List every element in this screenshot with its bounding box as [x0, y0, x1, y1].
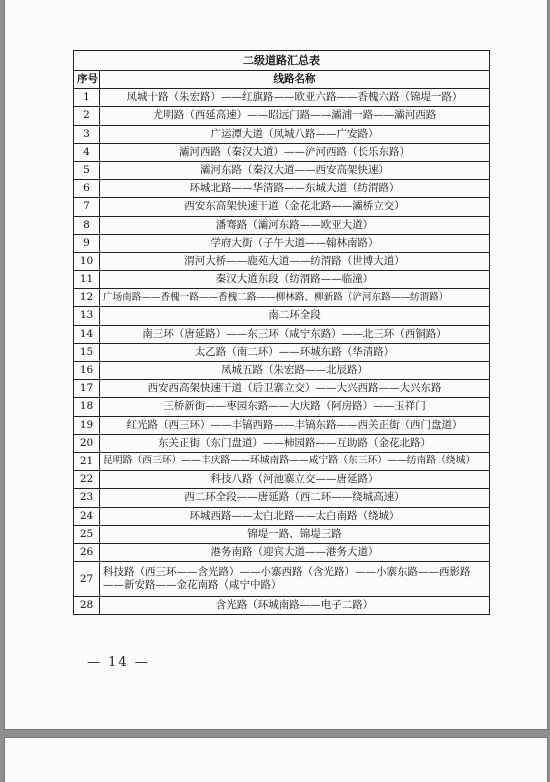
route-name: 西安东高架快速干道（金花北路——灞桥立交） [100, 198, 490, 216]
route-name: 三桥新街——枣园东路——大庆路（阿房路）——玉祥门 [100, 398, 490, 416]
header-index: 序号 [74, 71, 100, 89]
table-row [74, 198, 490, 216]
row-index: 22 [74, 471, 100, 489]
row-index: 26 [74, 543, 100, 561]
table-row [74, 107, 490, 125]
row-index: 9 [74, 234, 100, 252]
table-row [74, 434, 490, 452]
route-name: 学府大街（子午大道——翰林南路） [100, 234, 490, 252]
document-page [5, 0, 547, 729]
page-number: — 14 — [87, 655, 150, 670]
table-row [74, 234, 490, 252]
table-row [74, 507, 490, 525]
row-index: 28 [74, 597, 100, 615]
table-title-row [74, 51, 490, 71]
table-row [74, 180, 490, 198]
route-name: 灞河西路（秦汉大道）——浐河西路（长乐东路） [100, 143, 490, 161]
route-name: 秦汉大道东段（纺渭路——临潼） [100, 271, 490, 289]
route-name: 凤城十路（朱宏路）——红旗路——欧亚六路——香槐六路（锦堤一路） [100, 89, 490, 107]
table-row [74, 562, 490, 597]
route-name: 南三环（唐延路）——东三环（咸宁东路）——北三环（西铜路） [100, 325, 490, 343]
row-index: 6 [74, 180, 100, 198]
route-summary-table [73, 50, 490, 615]
route-name: 港务南路（迎宾大道——港务大道） [100, 543, 490, 561]
next-page [5, 738, 547, 782]
table-row [74, 307, 490, 325]
row-index: 13 [74, 307, 100, 325]
row-index: 1 [74, 89, 100, 107]
table-header-row [74, 71, 490, 89]
table-row [74, 343, 490, 361]
table-row [74, 125, 490, 143]
route-name: 南二环全段 [100, 307, 490, 325]
row-index: 3 [74, 125, 100, 143]
table-row [74, 143, 490, 161]
row-index: 21 [74, 452, 100, 470]
row-index: 2 [74, 107, 100, 125]
row-index: 18 [74, 398, 100, 416]
table-row [74, 489, 490, 507]
table-body [74, 89, 490, 615]
route-name: 凤城五路（朱宏路——北辰路） [100, 362, 490, 380]
route-name: 潘骞路（灞河东路——欧亚大道） [100, 216, 490, 234]
table-row [74, 380, 490, 398]
route-name: 含光路（环城南路——电子二路） [100, 597, 490, 615]
route-name: 东关正街（东门盘道）——柿园路——互助路（金花北路） [100, 434, 490, 452]
route-name: 尤明路（西延高速）——昭远门路——灞浦一路——灞河西路 [100, 107, 490, 125]
row-index: 17 [74, 380, 100, 398]
route-name: 西安西高架快速干道（后卫寨立交）——大兴西路——大兴东路 [100, 380, 490, 398]
table-row [74, 543, 490, 561]
table-row [74, 325, 490, 343]
route-name: 科技路（西三环——含光路）——小寨西路（含光路）——小寨东路——西影路——新安路——金花南路（咸宁中路） [100, 562, 490, 597]
row-index: 20 [74, 434, 100, 452]
row-index: 11 [74, 271, 100, 289]
route-name: 渭河大桥——鹿苑大道——纺渭路（世博大道） [100, 252, 490, 270]
table-row [74, 216, 490, 234]
row-index: 5 [74, 161, 100, 179]
row-index: 16 [74, 362, 100, 380]
row-index: 7 [74, 198, 100, 216]
route-name: 灞河东路（秦汉大道——西安高架快速） [100, 161, 490, 179]
table-row [74, 89, 490, 107]
route-name: 广运潭大道（凤城八路——广安路） [100, 125, 490, 143]
row-index: 10 [74, 252, 100, 270]
route-name: 环城北路——华清路——东城大道（纺渭路） [100, 180, 490, 198]
table-row [74, 416, 490, 434]
route-name: 红光路（西三环）——丰镐西路——丰镐东路——西关正街（西门盘道） [100, 416, 490, 434]
table-title: 二级道路汇总表 [74, 51, 490, 71]
row-index: 27 [74, 562, 100, 597]
table-row [74, 271, 490, 289]
row-index: 15 [74, 343, 100, 361]
route-name: 西二环全段——唐延路（西二环——绕城高速） [100, 489, 490, 507]
route-name: 昆明路（西三环）——丰庆路——环城南路——咸宁路（东三环）——纺南路（绕城） [100, 452, 490, 470]
table-row [74, 289, 490, 307]
header-route-name: 线路名称 [100, 71, 490, 89]
table-row [74, 161, 490, 179]
route-name: 环城西路——太白北路——太白南路（绕城） [100, 507, 490, 525]
row-index: 23 [74, 489, 100, 507]
row-index: 24 [74, 507, 100, 525]
route-name: 科技八路（河池寨立交——唐延路） [100, 471, 490, 489]
table-row [74, 525, 490, 543]
table-row [74, 471, 490, 489]
table-row [74, 362, 490, 380]
row-index: 14 [74, 325, 100, 343]
table-row [74, 398, 490, 416]
row-index: 8 [74, 216, 100, 234]
route-name: 太乙路（南二环）——环城东路（华清路） [100, 343, 490, 361]
row-index: 19 [74, 416, 100, 434]
row-index: 12 [74, 289, 100, 307]
table-row [74, 597, 490, 615]
route-name: 广场南路——香槐一路——香槐二路——柳林路、柳新路（浐河东路——纺渭路） [100, 289, 490, 307]
table-row [74, 252, 490, 270]
row-index: 4 [74, 143, 100, 161]
row-index: 25 [74, 525, 100, 543]
table-row [74, 452, 490, 470]
route-name: 锦堤一路、锦堤三路 [100, 525, 490, 543]
